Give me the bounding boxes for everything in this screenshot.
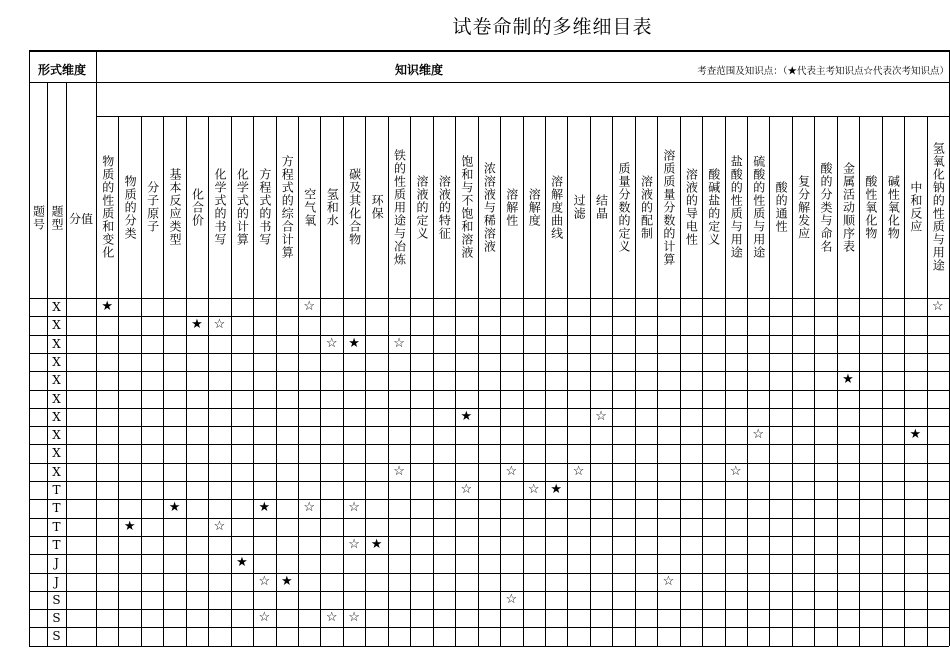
secondary-star-mark: ☆ — [213, 518, 226, 534]
topic-label: 基本反应类型 — [168, 168, 183, 246]
topic-label: 空气氧 — [302, 187, 317, 227]
grid-line — [657, 116, 658, 646]
grid-line — [141, 116, 142, 646]
secondary-star-mark: ☆ — [460, 482, 473, 497]
primary-star-mark: ★ — [909, 427, 922, 443]
grid-line — [725, 116, 726, 646]
topic-label: 酸的分类与命名 — [819, 161, 834, 253]
question-type-cell: T — [52, 537, 61, 552]
topic-label: 金属活动顺序表 — [841, 161, 856, 253]
grid-line — [702, 116, 703, 646]
grid-line — [904, 116, 905, 646]
secondary-star-mark: ☆ — [931, 299, 944, 314]
topic-label: 方程式的书写 — [257, 168, 272, 246]
grid-line — [747, 116, 748, 646]
grid-line — [837, 116, 838, 646]
topic-label: 饱和与不饱和溶液 — [459, 155, 474, 259]
grid-line — [47, 82, 48, 646]
grid-line — [545, 116, 546, 646]
primary-star-mark: ★ — [370, 536, 383, 552]
grid-line — [29, 463, 949, 464]
grid-line — [29, 646, 949, 647]
topic-label: 方程式的综合计算 — [280, 155, 295, 259]
secondary-star-mark: ☆ — [393, 335, 405, 351]
topic-label: 酸的通性 — [774, 181, 789, 233]
secondary-star-mark: ☆ — [572, 463, 585, 479]
question-type-cell: X — [52, 336, 61, 351]
grid-line — [590, 116, 591, 646]
knowledge-dimension-header: 知识维度 — [394, 63, 443, 77]
topic-label: 碱性氧化物 — [886, 174, 901, 240]
primary-star-mark: ★ — [101, 299, 114, 314]
question-type-cell: T — [52, 519, 61, 534]
grid-line — [186, 116, 187, 646]
page-title: 试卷命制的多维细目表 — [452, 16, 653, 38]
grid-line — [118, 116, 119, 646]
secondary-star-mark: ☆ — [348, 536, 360, 552]
form-dimension-header: 形式维度 — [37, 63, 86, 77]
primary-star-mark: ★ — [348, 335, 360, 351]
grid-line — [29, 573, 949, 574]
topic-label: 硫酸的性质与用途 — [751, 155, 766, 259]
grid-line — [680, 116, 681, 646]
score-header: 分值 — [68, 211, 93, 226]
question-type-cell: X — [52, 318, 61, 333]
grid-line — [96, 50, 97, 646]
topic-label: 化合价 — [190, 187, 205, 227]
topic-label: 溶解性 — [504, 187, 519, 227]
grid-line — [29, 481, 949, 482]
question-type-header: 题型 — [50, 205, 64, 231]
question-type-cell: X — [52, 300, 61, 314]
topic-label: 结晶 — [594, 194, 609, 220]
grid-line — [320, 116, 321, 646]
grid-line — [792, 116, 793, 646]
secondary-star-mark: ☆ — [303, 299, 316, 314]
question-type-cell: X — [52, 428, 61, 443]
grid-line — [29, 50, 30, 646]
grid-line — [29, 627, 949, 628]
grid-line — [253, 116, 254, 646]
topic-label: 溶液的配制 — [639, 174, 654, 240]
grid-line — [343, 116, 344, 646]
topic-label: 溶解度曲线 — [549, 174, 564, 240]
grid-lines — [29, 50, 949, 646]
question-type-cell: X — [52, 409, 61, 424]
grid-line — [29, 426, 949, 427]
topic-label: 过滤 — [572, 194, 587, 220]
grid-line — [29, 390, 949, 391]
spec-table — [29, 50, 949, 646]
grid-line — [29, 444, 949, 445]
secondary-star-mark: ☆ — [752, 427, 765, 443]
grid-line — [365, 116, 366, 646]
grid-line — [859, 116, 860, 646]
grid-line — [29, 408, 949, 409]
topic-label: 复分解发应 — [796, 174, 811, 240]
question-number-header: 题号 — [31, 205, 46, 231]
grid-line — [769, 116, 770, 646]
topic-label: 氢氧化钠的性质与用途 — [931, 142, 946, 272]
grid-line — [567, 116, 568, 646]
topic-label: 溶质质量分数的计算 — [661, 148, 676, 266]
primary-star-mark: ★ — [258, 500, 271, 516]
topic-label: 物质的性质和变化 — [100, 155, 115, 259]
grid-line — [882, 116, 883, 646]
grid-line — [814, 116, 815, 646]
grid-line — [927, 116, 928, 646]
grid-line — [276, 116, 277, 646]
secondary-star-mark: ☆ — [258, 573, 271, 589]
secondary-star-mark: ☆ — [662, 573, 675, 589]
grid-line — [208, 116, 209, 646]
grid-line — [29, 50, 949, 52]
topic-label: 溶液的定义 — [414, 174, 429, 240]
topic-label: 中和反应 — [908, 181, 923, 233]
topic-label: 溶液的特征 — [437, 174, 452, 240]
topic-label: 物质的分类 — [123, 174, 138, 240]
secondary-star-mark: ☆ — [348, 500, 360, 516]
topic-label: 酸碱盐的定义 — [706, 168, 721, 246]
grid-line — [612, 116, 613, 646]
secondary-star-mark: ☆ — [348, 610, 360, 626]
grid-line — [231, 116, 232, 646]
question-type-cell: T — [52, 501, 61, 516]
question-type-cell: S — [52, 629, 61, 644]
grid-line — [433, 116, 434, 646]
primary-star-mark: ★ — [236, 555, 248, 571]
topic-label: 盐酸的性质与用途 — [729, 155, 744, 259]
secondary-star-mark: ☆ — [325, 610, 338, 626]
grid-line — [29, 518, 949, 519]
secondary-star-mark: ☆ — [213, 317, 226, 333]
grid-line — [478, 116, 479, 646]
grid-line — [29, 298, 949, 299]
grid-line — [29, 554, 949, 555]
topic-label: 铁的性质用途与冶炼 — [392, 148, 407, 266]
primary-star-mark: ★ — [550, 482, 562, 497]
grid-line — [66, 82, 67, 646]
question-type-cell: J — [54, 574, 59, 589]
primary-star-mark: ★ — [280, 573, 293, 589]
grid-line — [455, 116, 456, 646]
secondary-star-mark: ☆ — [505, 463, 518, 479]
question-type-cell: X — [52, 354, 61, 369]
topic-label: 碳及其化合物 — [347, 168, 362, 246]
question-type-cell: X — [52, 446, 61, 461]
question-type-cell: X — [52, 464, 61, 479]
topic-label: 化学式的计算 — [235, 168, 250, 246]
grid-line — [29, 536, 949, 537]
primary-star-mark: ★ — [842, 372, 854, 388]
grid-line — [29, 316, 949, 317]
grid-line — [163, 116, 164, 646]
legend-note: 考查范围及知识点：（★代表主考知识点☆代表次考知识点） — [697, 66, 949, 77]
primary-star-mark: ★ — [191, 317, 203, 333]
topic-label: 环保 — [370, 194, 385, 220]
topic-label: 溶液的导电性 — [684, 168, 699, 246]
question-type-cell: X — [52, 373, 61, 388]
primary-star-mark: ★ — [123, 518, 136, 534]
topic-label: 化学式的书写 — [212, 168, 227, 246]
secondary-star-mark: ☆ — [325, 335, 338, 351]
question-type-cell: X — [52, 391, 61, 406]
grid-line — [635, 116, 636, 646]
topic-label: 酸性氧化物 — [863, 174, 878, 240]
grid-line — [388, 116, 389, 646]
grid-line — [29, 371, 949, 372]
topic-label: 质量分数的定义 — [617, 161, 631, 253]
grid-line — [29, 591, 949, 592]
topic-label: 氢和水 — [325, 187, 340, 227]
secondary-star-mark: ☆ — [527, 482, 540, 497]
grid-line — [500, 116, 501, 646]
grid-line — [29, 353, 949, 354]
grid-line — [29, 335, 949, 336]
grid-line — [29, 82, 949, 83]
secondary-star-mark: ☆ — [729, 463, 742, 479]
question-type-cell: S — [52, 611, 61, 626]
primary-star-mark: ★ — [460, 408, 473, 424]
grid-line — [298, 116, 299, 646]
question-type-cell: J — [54, 556, 59, 571]
secondary-star-mark: ☆ — [505, 591, 518, 607]
topic-label: 浓溶液与稀溶液 — [482, 161, 497, 253]
grid-line — [410, 116, 411, 646]
grid-line — [523, 116, 524, 646]
topic-label: 分子原子 — [145, 181, 160, 233]
question-type-cell: S — [52, 592, 61, 607]
question-type-cell: T — [52, 483, 61, 497]
secondary-star-mark: ☆ — [303, 500, 316, 516]
grid-line — [29, 609, 949, 610]
secondary-star-mark: ☆ — [393, 463, 405, 479]
primary-star-mark: ★ — [168, 500, 181, 516]
topic-label: 溶解度 — [527, 187, 542, 227]
secondary-star-mark: ☆ — [595, 408, 607, 424]
grid-line — [29, 499, 949, 500]
secondary-star-mark: ☆ — [258, 610, 271, 626]
